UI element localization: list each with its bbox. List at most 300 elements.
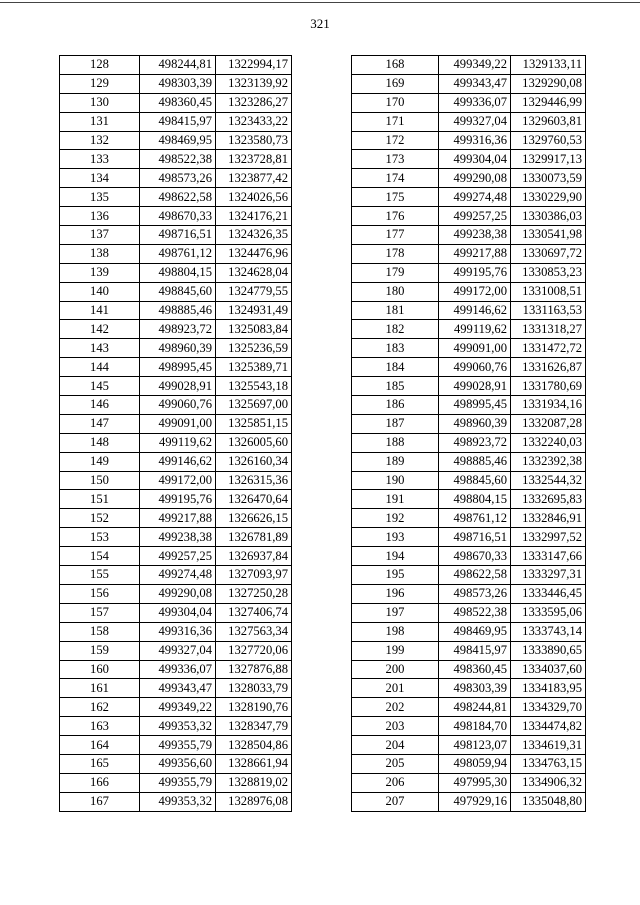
table-row (352, 74, 586, 93)
y-coordinate-cell: 1328661,94 (216, 754, 292, 773)
y-coordinate-cell: 1330386,03 (511, 207, 586, 226)
x-coordinate-cell: 498573,26 (140, 169, 216, 188)
x-coordinate-cell: 498622,58 (439, 566, 511, 585)
table-row (352, 244, 586, 263)
x-coordinate-cell: 498670,33 (140, 207, 216, 226)
point-number-cell: 163 (60, 717, 140, 736)
x-coordinate-cell: 499274,48 (140, 566, 216, 585)
table-row (352, 717, 586, 736)
point-number-cell: 148 (60, 433, 140, 452)
table-row (60, 433, 292, 452)
point-number-cell: 187 (352, 414, 439, 433)
y-coordinate-cell: 1333890,65 (511, 641, 586, 660)
table-row (60, 717, 292, 736)
y-coordinate-cell: 1327876,88 (216, 660, 292, 679)
point-number-cell: 184 (352, 358, 439, 377)
y-coordinate-cell: 1334763,15 (511, 754, 586, 773)
x-coordinate-cell: 499091,00 (439, 339, 511, 358)
table-row (352, 660, 586, 679)
point-number-cell: 141 (60, 301, 140, 320)
point-number-cell: 131 (60, 112, 140, 131)
point-number-cell: 142 (60, 320, 140, 339)
point-number-cell: 185 (352, 377, 439, 396)
x-coordinate-cell: 498845,60 (439, 471, 511, 490)
table-row (352, 131, 586, 150)
x-coordinate-cell: 498670,33 (439, 547, 511, 566)
y-coordinate-cell: 1325083,84 (216, 320, 292, 339)
x-coordinate-cell: 499217,88 (140, 509, 216, 528)
table-row (60, 414, 292, 433)
point-number-cell: 206 (352, 773, 439, 792)
x-coordinate-cell: 499355,79 (140, 773, 216, 792)
coordinates-table-left (59, 55, 292, 812)
point-number-cell: 138 (60, 244, 140, 263)
table-row (352, 698, 586, 717)
point-number-cell: 159 (60, 641, 140, 660)
y-coordinate-cell: 1330073,59 (511, 169, 586, 188)
y-coordinate-cell: 1323580,73 (216, 131, 292, 150)
point-number-cell: 169 (352, 74, 439, 93)
point-number-cell: 145 (60, 377, 140, 396)
point-number-cell: 173 (352, 150, 439, 169)
point-number-cell: 189 (352, 452, 439, 471)
y-coordinate-cell: 1326005,60 (216, 433, 292, 452)
table-row (60, 603, 292, 622)
x-coordinate-cell: 498415,97 (439, 641, 511, 660)
x-coordinate-cell: 498184,70 (439, 717, 511, 736)
x-coordinate-cell: 498923,72 (140, 320, 216, 339)
x-coordinate-cell: 499349,22 (140, 698, 216, 717)
x-coordinate-cell: 499327,04 (140, 641, 216, 660)
x-coordinate-cell: 498960,39 (439, 414, 511, 433)
point-number-cell: 147 (60, 414, 140, 433)
table-row (60, 131, 292, 150)
table-row (352, 226, 586, 245)
point-number-cell: 203 (352, 717, 439, 736)
y-coordinate-cell: 1329603,81 (511, 112, 586, 131)
point-number-cell: 182 (352, 320, 439, 339)
point-number-cell: 175 (352, 188, 439, 207)
x-coordinate-cell: 499060,76 (439, 358, 511, 377)
x-coordinate-cell: 499353,32 (140, 792, 216, 811)
y-coordinate-cell: 1331163,53 (511, 301, 586, 320)
y-coordinate-cell: 1332087,28 (511, 414, 586, 433)
table-row (60, 358, 292, 377)
y-coordinate-cell: 1324476,96 (216, 244, 292, 263)
coordinates-table-right (351, 55, 586, 812)
x-coordinate-cell: 498303,39 (439, 679, 511, 698)
x-coordinate-cell: 498995,45 (439, 396, 511, 415)
table-row (352, 282, 586, 301)
point-number-cell: 200 (352, 660, 439, 679)
y-coordinate-cell: 1335048,80 (511, 792, 586, 811)
point-number-cell: 154 (60, 547, 140, 566)
point-number-cell: 160 (60, 660, 140, 679)
x-coordinate-cell: 497995,30 (439, 773, 511, 792)
y-coordinate-cell: 1333743,14 (511, 622, 586, 641)
y-coordinate-cell: 1334906,32 (511, 773, 586, 792)
table-row (60, 792, 292, 811)
point-number-cell: 171 (352, 112, 439, 131)
x-coordinate-cell: 498885,46 (140, 301, 216, 320)
table-row (60, 93, 292, 112)
point-number-cell: 144 (60, 358, 140, 377)
y-coordinate-cell: 1323139,92 (216, 74, 292, 93)
table-row (352, 622, 586, 641)
y-coordinate-cell: 1334329,70 (511, 698, 586, 717)
table-row (60, 566, 292, 585)
y-coordinate-cell: 1323433,22 (216, 112, 292, 131)
x-coordinate-cell: 499028,91 (439, 377, 511, 396)
point-number-cell: 151 (60, 490, 140, 509)
point-number-cell: 167 (60, 792, 140, 811)
table-row (352, 547, 586, 566)
table-row (60, 641, 292, 660)
table-row (60, 112, 292, 131)
table-row (352, 490, 586, 509)
x-coordinate-cell: 498995,45 (140, 358, 216, 377)
y-coordinate-cell: 1324931,49 (216, 301, 292, 320)
x-coordinate-cell: 499290,08 (439, 169, 511, 188)
x-coordinate-cell: 498360,45 (140, 93, 216, 112)
table-row (60, 169, 292, 188)
point-number-cell: 170 (352, 93, 439, 112)
x-coordinate-cell: 499304,04 (140, 603, 216, 622)
x-coordinate-cell: 499327,04 (439, 112, 511, 131)
y-coordinate-cell: 1327406,74 (216, 603, 292, 622)
point-number-cell: 186 (352, 396, 439, 415)
x-coordinate-cell: 498522,38 (439, 603, 511, 622)
x-coordinate-cell: 498244,81 (140, 56, 216, 75)
table-row (352, 452, 586, 471)
x-coordinate-cell: 498804,15 (439, 490, 511, 509)
x-coordinate-cell: 498303,39 (140, 74, 216, 93)
x-coordinate-cell: 499195,76 (140, 490, 216, 509)
point-number-cell: 205 (352, 754, 439, 773)
point-number-cell: 196 (352, 584, 439, 603)
x-coordinate-cell: 498716,51 (140, 226, 216, 245)
point-number-cell: 174 (352, 169, 439, 188)
y-coordinate-cell: 1328190,76 (216, 698, 292, 717)
table-row (352, 377, 586, 396)
y-coordinate-cell: 1327093,97 (216, 566, 292, 585)
table-row (352, 93, 586, 112)
x-coordinate-cell: 499238,38 (439, 226, 511, 245)
y-coordinate-cell: 1334183,95 (511, 679, 586, 698)
table-row (352, 528, 586, 547)
table-row (352, 150, 586, 169)
point-number-cell: 195 (352, 566, 439, 585)
table-row (60, 509, 292, 528)
point-number-cell: 207 (352, 792, 439, 811)
x-coordinate-cell: 499343,47 (439, 74, 511, 93)
table-row (352, 263, 586, 282)
x-coordinate-cell: 499172,00 (140, 471, 216, 490)
table-row (60, 396, 292, 415)
table-row (60, 207, 292, 226)
y-coordinate-cell: 1332240,03 (511, 433, 586, 452)
point-number-cell: 198 (352, 622, 439, 641)
y-coordinate-cell: 1326315,36 (216, 471, 292, 490)
y-coordinate-cell: 1331318,27 (511, 320, 586, 339)
table-row (60, 226, 292, 245)
x-coordinate-cell: 499091,00 (140, 414, 216, 433)
point-number-cell: 197 (352, 603, 439, 622)
point-number-cell: 128 (60, 56, 140, 75)
x-coordinate-cell: 498923,72 (439, 433, 511, 452)
point-number-cell: 193 (352, 528, 439, 547)
y-coordinate-cell: 1334619,31 (511, 736, 586, 755)
y-coordinate-cell: 1323286,27 (216, 93, 292, 112)
x-coordinate-cell: 498123,07 (439, 736, 511, 755)
x-coordinate-cell: 497929,16 (439, 792, 511, 811)
y-coordinate-cell: 1331008,51 (511, 282, 586, 301)
table-row (60, 74, 292, 93)
y-coordinate-cell: 1323877,42 (216, 169, 292, 188)
table-row (352, 301, 586, 320)
y-coordinate-cell: 1332392,38 (511, 452, 586, 471)
y-coordinate-cell: 1331934,16 (511, 396, 586, 415)
table-row (60, 754, 292, 773)
x-coordinate-cell: 498415,97 (140, 112, 216, 131)
x-coordinate-cell: 498804,15 (140, 263, 216, 282)
x-coordinate-cell: 498469,95 (439, 622, 511, 641)
x-coordinate-cell: 498761,12 (140, 244, 216, 263)
top-rule (0, 2, 640, 3)
point-number-cell: 129 (60, 74, 140, 93)
point-number-cell: 201 (352, 679, 439, 698)
x-coordinate-cell: 499257,25 (140, 547, 216, 566)
y-coordinate-cell: 1330853,23 (511, 263, 586, 282)
y-coordinate-cell: 1329446,99 (511, 93, 586, 112)
point-number-cell: 157 (60, 603, 140, 622)
x-coordinate-cell: 498960,39 (140, 339, 216, 358)
y-coordinate-cell: 1325389,71 (216, 358, 292, 377)
table-row (60, 339, 292, 358)
y-coordinate-cell: 1325543,18 (216, 377, 292, 396)
point-number-cell: 166 (60, 773, 140, 792)
x-coordinate-cell: 499119,62 (439, 320, 511, 339)
table-row (60, 528, 292, 547)
table-row (352, 207, 586, 226)
table-row (60, 263, 292, 282)
table-row (60, 679, 292, 698)
point-number-cell: 172 (352, 131, 439, 150)
y-coordinate-cell: 1328819,02 (216, 773, 292, 792)
y-coordinate-cell: 1326626,15 (216, 509, 292, 528)
x-coordinate-cell: 499304,04 (439, 150, 511, 169)
y-coordinate-cell: 1324326,35 (216, 226, 292, 245)
point-number-cell: 140 (60, 282, 140, 301)
table-row (352, 56, 586, 75)
point-number-cell: 191 (352, 490, 439, 509)
y-coordinate-cell: 1325697,00 (216, 396, 292, 415)
y-coordinate-cell: 1333297,31 (511, 566, 586, 585)
table-row (60, 244, 292, 263)
x-coordinate-cell: 499353,32 (140, 717, 216, 736)
table-row (352, 679, 586, 698)
point-number-cell: 134 (60, 169, 140, 188)
table-row (352, 566, 586, 585)
y-coordinate-cell: 1326160,34 (216, 452, 292, 471)
y-coordinate-cell: 1328976,08 (216, 792, 292, 811)
table-row (60, 584, 292, 603)
x-coordinate-cell: 498244,81 (439, 698, 511, 717)
point-number-cell: 155 (60, 566, 140, 585)
table-row (352, 471, 586, 490)
point-number-cell: 180 (352, 282, 439, 301)
x-coordinate-cell: 499356,60 (140, 754, 216, 773)
table-row (60, 660, 292, 679)
table-row (352, 641, 586, 660)
point-number-cell: 181 (352, 301, 439, 320)
x-coordinate-cell: 499238,38 (140, 528, 216, 547)
table-row (352, 339, 586, 358)
y-coordinate-cell: 1330541,98 (511, 226, 586, 245)
x-coordinate-cell: 499355,79 (140, 736, 216, 755)
y-coordinate-cell: 1325851,15 (216, 414, 292, 433)
x-coordinate-cell: 499316,36 (439, 131, 511, 150)
y-coordinate-cell: 1331472,72 (511, 339, 586, 358)
y-coordinate-cell: 1326781,89 (216, 528, 292, 547)
point-number-cell: 137 (60, 226, 140, 245)
table-row (352, 754, 586, 773)
table-row (60, 320, 292, 339)
table-row (60, 547, 292, 566)
table-row (60, 452, 292, 471)
x-coordinate-cell: 499336,07 (140, 660, 216, 679)
point-number-cell: 176 (352, 207, 439, 226)
table-row (352, 188, 586, 207)
y-coordinate-cell: 1328504,86 (216, 736, 292, 755)
x-coordinate-cell: 499119,62 (140, 433, 216, 452)
y-coordinate-cell: 1330697,72 (511, 244, 586, 263)
point-number-cell: 194 (352, 547, 439, 566)
x-coordinate-cell: 498522,38 (140, 150, 216, 169)
x-coordinate-cell: 498716,51 (439, 528, 511, 547)
y-coordinate-cell: 1332695,83 (511, 490, 586, 509)
x-coordinate-cell: 499316,36 (140, 622, 216, 641)
y-coordinate-cell: 1326937,84 (216, 547, 292, 566)
x-coordinate-cell: 498845,60 (140, 282, 216, 301)
y-coordinate-cell: 1324779,55 (216, 282, 292, 301)
x-coordinate-cell: 499146,62 (140, 452, 216, 471)
point-number-cell: 192 (352, 509, 439, 528)
x-coordinate-cell: 499336,07 (439, 93, 511, 112)
table-row (60, 377, 292, 396)
point-number-cell: 130 (60, 93, 140, 112)
table-row (352, 433, 586, 452)
y-coordinate-cell: 1333446,45 (511, 584, 586, 603)
point-number-cell: 152 (60, 509, 140, 528)
y-coordinate-cell: 1332997,52 (511, 528, 586, 547)
point-number-cell: 199 (352, 641, 439, 660)
x-coordinate-cell: 499146,62 (439, 301, 511, 320)
x-coordinate-cell: 498469,95 (140, 131, 216, 150)
table-row (352, 509, 586, 528)
table-row (352, 414, 586, 433)
table-row (60, 56, 292, 75)
x-coordinate-cell: 499274,48 (439, 188, 511, 207)
x-coordinate-cell: 498059,94 (439, 754, 511, 773)
y-coordinate-cell: 1325236,59 (216, 339, 292, 358)
point-number-cell: 190 (352, 471, 439, 490)
x-coordinate-cell: 499172,00 (439, 282, 511, 301)
x-coordinate-cell: 499217,88 (439, 244, 511, 263)
page-number: 321 (310, 16, 330, 31)
point-number-cell: 139 (60, 263, 140, 282)
y-coordinate-cell: 1324628,04 (216, 263, 292, 282)
y-coordinate-cell: 1324026,56 (216, 188, 292, 207)
point-number-cell: 136 (60, 207, 140, 226)
table-row (352, 358, 586, 377)
y-coordinate-cell: 1327563,34 (216, 622, 292, 641)
x-coordinate-cell: 499257,25 (439, 207, 511, 226)
point-number-cell: 165 (60, 754, 140, 773)
y-coordinate-cell: 1322994,17 (216, 56, 292, 75)
y-coordinate-cell: 1323728,81 (216, 150, 292, 169)
y-coordinate-cell: 1329133,11 (511, 56, 586, 75)
x-coordinate-cell: 498573,26 (439, 584, 511, 603)
point-number-cell: 135 (60, 188, 140, 207)
table-row (60, 490, 292, 509)
y-coordinate-cell: 1329290,08 (511, 74, 586, 93)
y-coordinate-cell: 1324176,21 (216, 207, 292, 226)
table-row (60, 188, 292, 207)
y-coordinate-cell: 1332846,91 (511, 509, 586, 528)
point-number-cell: 162 (60, 698, 140, 717)
y-coordinate-cell: 1331780,69 (511, 377, 586, 396)
point-number-cell: 168 (352, 56, 439, 75)
point-number-cell: 183 (352, 339, 439, 358)
x-coordinate-cell: 498360,45 (439, 660, 511, 679)
point-number-cell: 156 (60, 584, 140, 603)
x-coordinate-cell: 499290,08 (140, 584, 216, 603)
x-coordinate-cell: 499343,47 (140, 679, 216, 698)
point-number-cell: 188 (352, 433, 439, 452)
y-coordinate-cell: 1328347,79 (216, 717, 292, 736)
point-number-cell: 177 (352, 226, 439, 245)
point-number-cell: 164 (60, 736, 140, 755)
table-row (352, 773, 586, 792)
table-row (60, 282, 292, 301)
y-coordinate-cell: 1328033,79 (216, 679, 292, 698)
point-number-cell: 146 (60, 396, 140, 415)
table-row (60, 773, 292, 792)
point-number-cell: 143 (60, 339, 140, 358)
table-row (352, 603, 586, 622)
y-coordinate-cell: 1331626,87 (511, 358, 586, 377)
table-row (352, 792, 586, 811)
table-row (352, 736, 586, 755)
table-row (60, 622, 292, 641)
y-coordinate-cell: 1329760,53 (511, 131, 586, 150)
point-number-cell: 149 (60, 452, 140, 471)
point-number-cell: 204 (352, 736, 439, 755)
table-row (352, 169, 586, 188)
x-coordinate-cell: 498885,46 (439, 452, 511, 471)
x-coordinate-cell: 498622,58 (140, 188, 216, 207)
y-coordinate-cell: 1332544,32 (511, 471, 586, 490)
table-row (352, 584, 586, 603)
x-coordinate-cell: 499028,91 (140, 377, 216, 396)
point-number-cell: 132 (60, 131, 140, 150)
point-number-cell: 161 (60, 679, 140, 698)
y-coordinate-cell: 1333147,66 (511, 547, 586, 566)
x-coordinate-cell: 498761,12 (439, 509, 511, 528)
y-coordinate-cell: 1329917,13 (511, 150, 586, 169)
y-coordinate-cell: 1334474,82 (511, 717, 586, 736)
